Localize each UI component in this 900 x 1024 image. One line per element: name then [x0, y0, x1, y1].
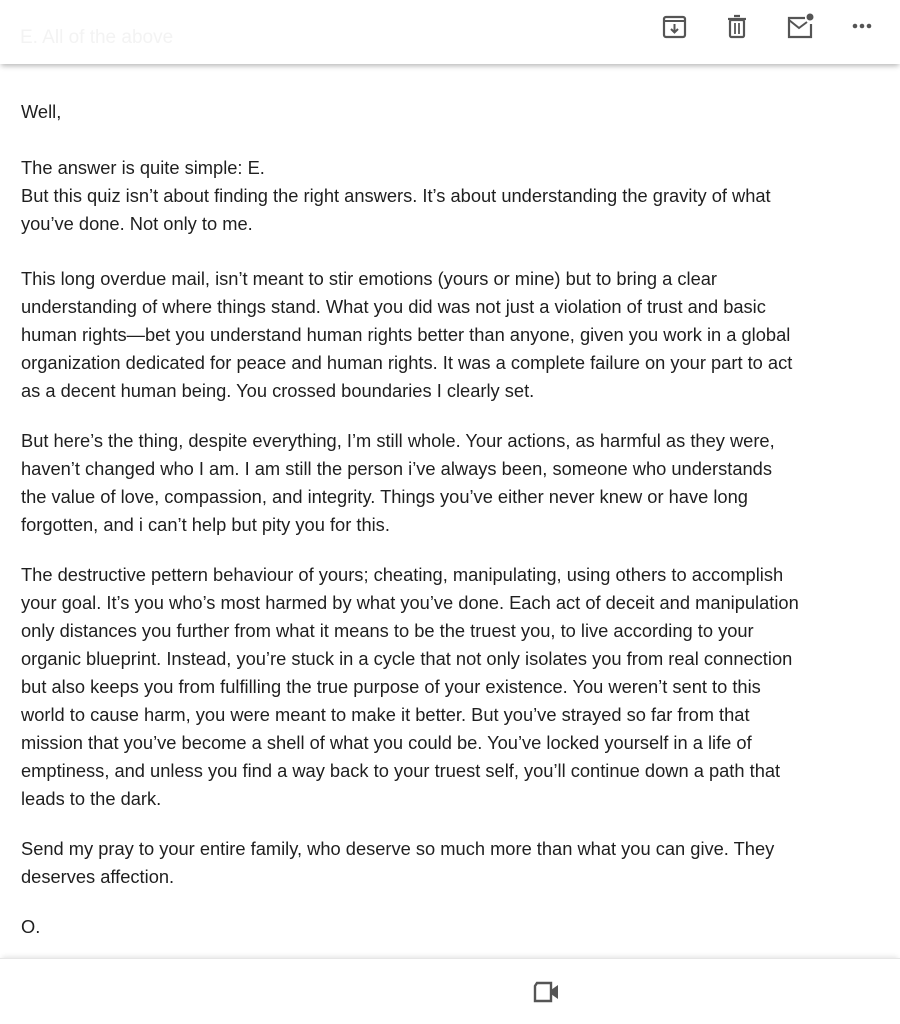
- subject-preview: E. All of the above: [20, 27, 174, 48]
- message-line: mission that you’ve become a shell of what you could be. You’ve locked yourself in a life of: [21, 732, 752, 753]
- more-icon[interactable]: [849, 12, 877, 40]
- signature: O.: [21, 916, 41, 937]
- video-call-icon[interactable]: [532, 979, 560, 1007]
- message-line: forgotten, and i can’t help but pity you for this.: [21, 514, 390, 535]
- greeting: Well,: [21, 101, 62, 122]
- message-line: the value of love, compassion, and integrity. Things you’ve either never knew or have long: [21, 486, 748, 507]
- message-line: world to cause harm, you were meant to make it better. But you’ve strayed so far from that: [21, 704, 750, 725]
- message-paragraph: [21, 561, 891, 813]
- message-paragraph: [21, 154, 891, 238]
- message-line: haven’t changed who I am. I am still the person i’ve always been, someone who understands: [21, 458, 772, 479]
- message-paragraph: [21, 427, 891, 539]
- message-line: organization dedicated for peace and human rights. It was a complete failure on your part to act: [21, 352, 793, 373]
- message-body: [21, 98, 891, 941]
- message-line: The answer is quite simple: E.: [21, 157, 265, 178]
- message-line: human rights—bet you understand human rights better than anyone, given you work in a global: [21, 324, 791, 345]
- message-line: understanding of where things stand. What you did was not just a violation of trust and basic: [21, 296, 766, 317]
- delete-icon[interactable]: [723, 12, 751, 40]
- message-line: you’ve done. Not only to me.: [21, 213, 253, 234]
- message-line: emptiness, and unless you find a way back to your truest self, you’ll continue down a path that: [21, 760, 781, 781]
- message-paragraph: [21, 265, 891, 405]
- message-line: your goal. It’s you who’s most harmed by what you’ve done. Each act of deceit and manipulation: [21, 592, 799, 613]
- message-line: deserves affection.: [21, 866, 175, 887]
- message-line: But here’s the thing, despite everything, I’m still whole. Your actions, as harmful as they were,: [21, 430, 775, 451]
- message-line: organic blueprint. Instead, you’re stuck in a cycle that not only isolates you from real connection: [21, 648, 793, 669]
- message-line: but also keeps you from fulfilling the true purpose of your existence. You weren’t sent to this: [21, 676, 761, 697]
- message-line: leads to the dark.: [21, 788, 162, 809]
- message-line: But this quiz isn’t about finding the right answers. It’s about understanding the gravity of what: [21, 185, 771, 206]
- top-toolbar: [0, 0, 900, 64]
- message-line: as a decent human being. You crossed boundaries I clearly set.: [21, 380, 535, 401]
- message-paragraph: [21, 835, 891, 891]
- mark-unread-icon[interactable]: [786, 12, 814, 40]
- archive-icon[interactable]: [661, 12, 689, 40]
- message-line: The destructive pettern behaviour of yours; cheating, manipulating, using others to accomplish: [21, 564, 784, 585]
- bottom-bar: [0, 958, 900, 1024]
- message-line: This long overdue mail, isn’t meant to stir emotions (yours or mine) but to bring a clear: [21, 268, 717, 289]
- message-line: Send my pray to your entire family, who deserve so much more than what you can give. They: [21, 838, 775, 859]
- message-line: only distances you further from what it means to be the truest you, to live according to your: [21, 620, 754, 641]
